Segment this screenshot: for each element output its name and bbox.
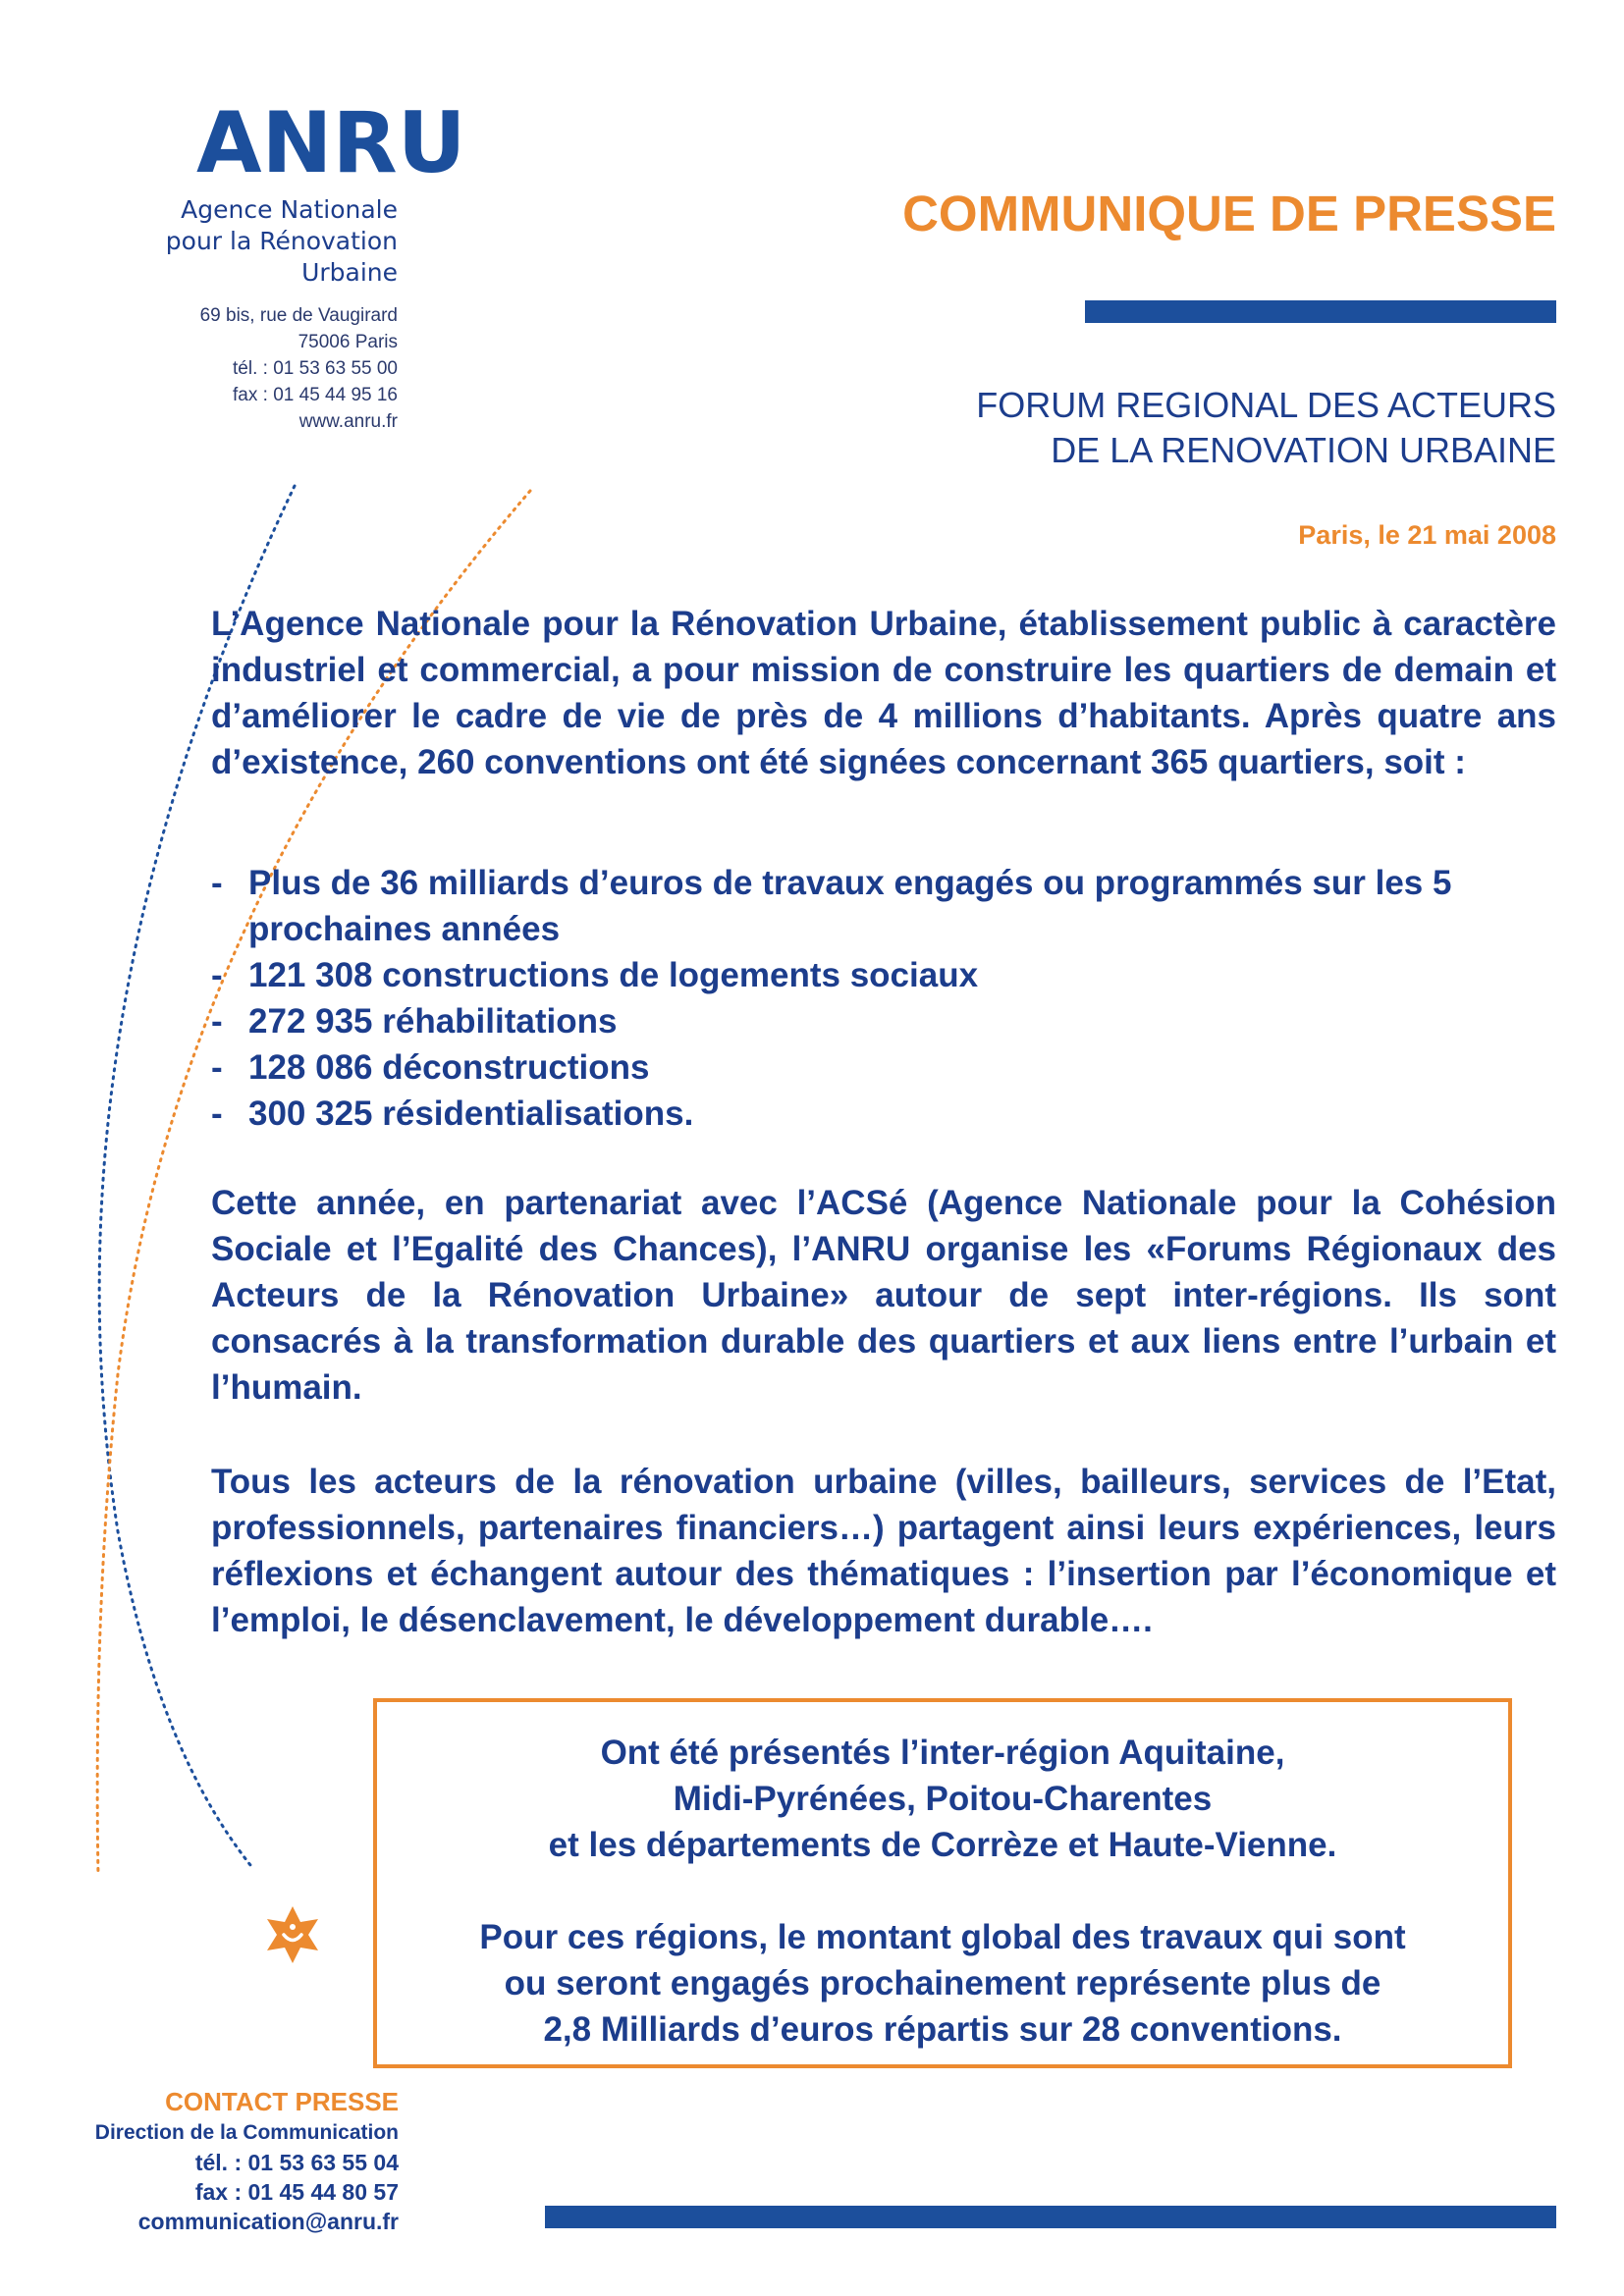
contact-email[interactable]: communication@anru.fr bbox=[137, 2209, 399, 2234]
document-type-heading: COMMUNIQUE DE PRESSE bbox=[902, 186, 1556, 241]
list-marker: - bbox=[211, 1002, 223, 1041]
org-name-line: pour la Rénovation bbox=[165, 227, 398, 255]
document-date: Paris, le 21 mai 2008 bbox=[1298, 520, 1556, 550]
highlight-regions-paragraph bbox=[377, 1730, 1508, 1868]
list-item bbox=[211, 998, 1556, 1044]
contact-phone: tél. : 01 53 63 55 04 bbox=[194, 2150, 399, 2175]
highlight-box bbox=[373, 1698, 1512, 2068]
list-item-text: 121 308 constructions de logements sociaux bbox=[248, 956, 979, 994]
highlight-line: Pour ces régions, le montant global des travaux qui sont bbox=[479, 1918, 1406, 1956]
star-smile-icon bbox=[262, 1904, 323, 1965]
list-item-text: 272 935 réhabilitations bbox=[248, 1002, 618, 1041]
highlight-line: 2,8 Milliards d’euros répartis sur 28 conventions. bbox=[543, 2010, 1342, 2049]
list-marker: - bbox=[211, 956, 223, 994]
highlight-line: ou seront engagés prochainement représente plus de bbox=[504, 1964, 1381, 2002]
list-item-text: 128 086 déconstructions bbox=[248, 1048, 650, 1087]
list-marker: - bbox=[211, 1095, 223, 1133]
document-title bbox=[785, 383, 1556, 473]
partnership-paragraph: Cette année, en partenariat avec l’ACSé (Agence Nationale pour la Cohésion Sociale et l’Egalité des Chances), l’ANRU organise les «Forums Régionaux des Acteurs de la Rénovation Urbaine» autour de sept inter-régions. Ils sont consacrés à la transformation durable des quartiers et aux liens entre l’urbain et l’humain. bbox=[211, 1184, 1556, 1407]
contact-department: Direction de la Communication bbox=[94, 2121, 399, 2144]
highlight-amount-paragraph bbox=[377, 1914, 1508, 2053]
org-name bbox=[128, 194, 398, 289]
anru-logo bbox=[196, 88, 530, 196]
list-marker: - bbox=[211, 1048, 223, 1087]
highlight-line: et les départements de Corrèze et Haute-Vienne. bbox=[548, 1826, 1337, 1864]
list-item bbox=[211, 952, 1556, 998]
address-city: 75006 Paris bbox=[298, 332, 398, 352]
address-website[interactable]: www.anru.fr bbox=[298, 411, 398, 432]
org-name-line: Urbaine bbox=[301, 258, 398, 287]
address-fax: fax : 01 45 44 95 16 bbox=[233, 385, 398, 405]
org-name-line: Agence Nationale bbox=[181, 195, 398, 224]
intro-paragraph: L’Agence Nationale pour la Rénovation Urbaine, établissement public à caractère industriel et commercial, a pour mission de construire les quartiers de demain et d’améliorer le cadre de vie de près de 4 millions d’habitants. Après quatre ans d’existence, 260 conventions ont été signées concernant 365 quartiers, soit : bbox=[211, 605, 1556, 781]
contact-fax: fax : 01 45 44 80 57 bbox=[194, 2179, 399, 2205]
top-rule bbox=[1085, 300, 1556, 323]
title-line: FORUM REGIONAL DES ACTEURS bbox=[976, 385, 1556, 425]
title-line: DE LA RENOVATION URBAINE bbox=[1051, 430, 1556, 470]
list-item bbox=[211, 1044, 1556, 1091]
svg-text:ANRU: ANRU bbox=[196, 94, 466, 192]
highlight-line: Ont été présentés l’inter-région Aquitaine, bbox=[600, 1734, 1285, 1772]
address-street: 69 bis, rue de Vaugirard bbox=[199, 305, 398, 326]
statistics-list bbox=[211, 860, 1556, 1137]
highlight-line: Midi-Pyrénées, Poitou-Charentes bbox=[673, 1780, 1213, 1818]
contact-title: CONTACT PRESSE bbox=[165, 2087, 399, 2116]
actors-paragraph: Tous les acteurs de la rénovation urbaine (villes, bailleurs, services de l’Etat, professionnels, partenaires financiers…) partagent ainsi leurs expériences, leurs réflexions et échangent autour des thématiques : l’insertion par l’économique et l’emploi, le désenclavement, le développement durable…. bbox=[211, 1463, 1556, 1639]
list-item-text: Plus de 36 milliards d’euros de travaux engagés ou programmés sur les 5 prochaines années bbox=[248, 864, 1452, 948]
press-contact bbox=[49, 2085, 399, 2236]
bottom-rule bbox=[545, 2206, 1556, 2228]
list-item-text: 300 325 résidentialisations. bbox=[248, 1095, 694, 1133]
address-tel: tél. : 01 53 63 55 00 bbox=[233, 358, 398, 379]
list-item bbox=[211, 1091, 1556, 1137]
list-item bbox=[211, 860, 1556, 952]
org-address bbox=[128, 302, 398, 435]
list-marker: - bbox=[211, 864, 223, 902]
